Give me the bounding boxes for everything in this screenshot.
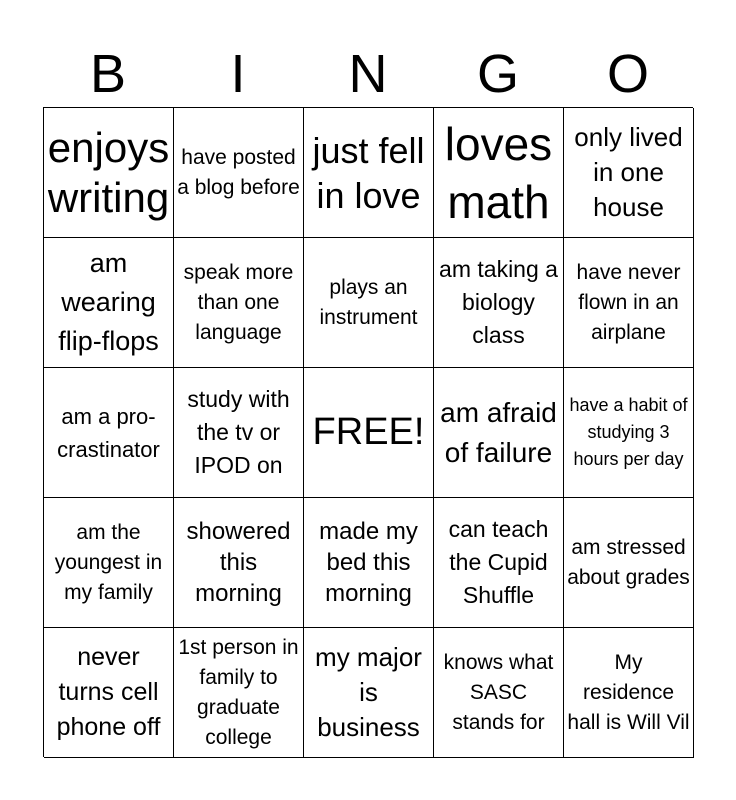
bingo-cell[interactable]	[434, 368, 564, 498]
header-letter-b: B	[89, 44, 127, 104]
cell-text: enjoys writing	[47, 123, 170, 221]
header-letter-g: G	[476, 44, 519, 104]
bingo-cell[interactable]	[304, 628, 434, 758]
bingo-cell[interactable]	[434, 628, 564, 758]
cell-text: My residence hall is Will Vil	[567, 650, 690, 734]
bingo-cell[interactable]	[174, 108, 304, 238]
bingo-cell[interactable]	[174, 498, 304, 628]
header-letter-o: O	[606, 44, 649, 104]
bingo-cell[interactable]	[44, 108, 174, 238]
cell-text: have posted a blog before	[177, 145, 300, 199]
cell-text: showered this morning	[186, 518, 291, 607]
bingo-cell[interactable]	[304, 108, 434, 238]
bingo-cell[interactable]	[304, 238, 434, 368]
bingo-cell[interactable]	[564, 628, 694, 758]
cell-text: speak more than one language	[183, 260, 294, 344]
cell-text: loves math	[444, 117, 553, 228]
header-letter-n: N	[348, 44, 388, 104]
bingo-cell[interactable]	[434, 238, 564, 368]
bingo-cell[interactable]	[564, 368, 694, 498]
bingo-cell[interactable]	[174, 368, 304, 498]
cell-text: plays an instrument	[319, 275, 418, 329]
free-space[interactable]	[304, 368, 434, 498]
cell-text: am a pro-crastinator	[57, 403, 160, 462]
cell-text: am stressed about grades	[567, 535, 690, 589]
cell-text: have a habit of studying 3 hours per day	[569, 395, 688, 469]
bingo-cell[interactable]	[174, 238, 304, 368]
bingo-cell[interactable]	[304, 498, 434, 628]
cell-text: made my bed this morning	[319, 518, 418, 607]
cell-text: my major is business	[315, 642, 422, 742]
cell-text: study with the tv or IPOD on	[187, 386, 290, 478]
bingo-header	[43, 42, 693, 106]
cell-text: just fell in love	[312, 129, 425, 216]
cell-text: have never flown in an airplane	[576, 260, 681, 344]
cell-text: can teach the Cupid Shuffle	[448, 516, 549, 608]
bingo-cell[interactable]	[44, 498, 174, 628]
bingo-cell[interactable]	[434, 108, 564, 238]
cell-text: never turns cell phone off	[56, 643, 161, 741]
cell-text: 1st person in family to graduate college	[178, 635, 299, 749]
bingo-cell[interactable]	[174, 628, 304, 758]
cell-text: FREE!	[312, 411, 425, 453]
cell-text: am the youngest in my family	[54, 520, 163, 604]
bingo-grid	[43, 107, 693, 757]
cell-text: only lived in one house	[574, 122, 683, 222]
bingo-cell[interactable]	[434, 498, 564, 628]
bingo-cell[interactable]	[564, 108, 694, 238]
bingo-cell[interactable]	[564, 238, 694, 368]
bingo-cell[interactable]	[44, 368, 174, 498]
bingo-cell[interactable]	[44, 238, 174, 368]
cell-text: am afraid of failure	[440, 396, 557, 468]
cell-text: am wearing flip-flops	[58, 248, 159, 356]
cell-text: knows what SASC stands for	[443, 650, 554, 734]
header-letter-i: I	[230, 44, 246, 104]
cell-text: am taking a biology class	[439, 256, 558, 348]
bingo-cell[interactable]	[564, 498, 694, 628]
bingo-cell[interactable]	[44, 628, 174, 758]
